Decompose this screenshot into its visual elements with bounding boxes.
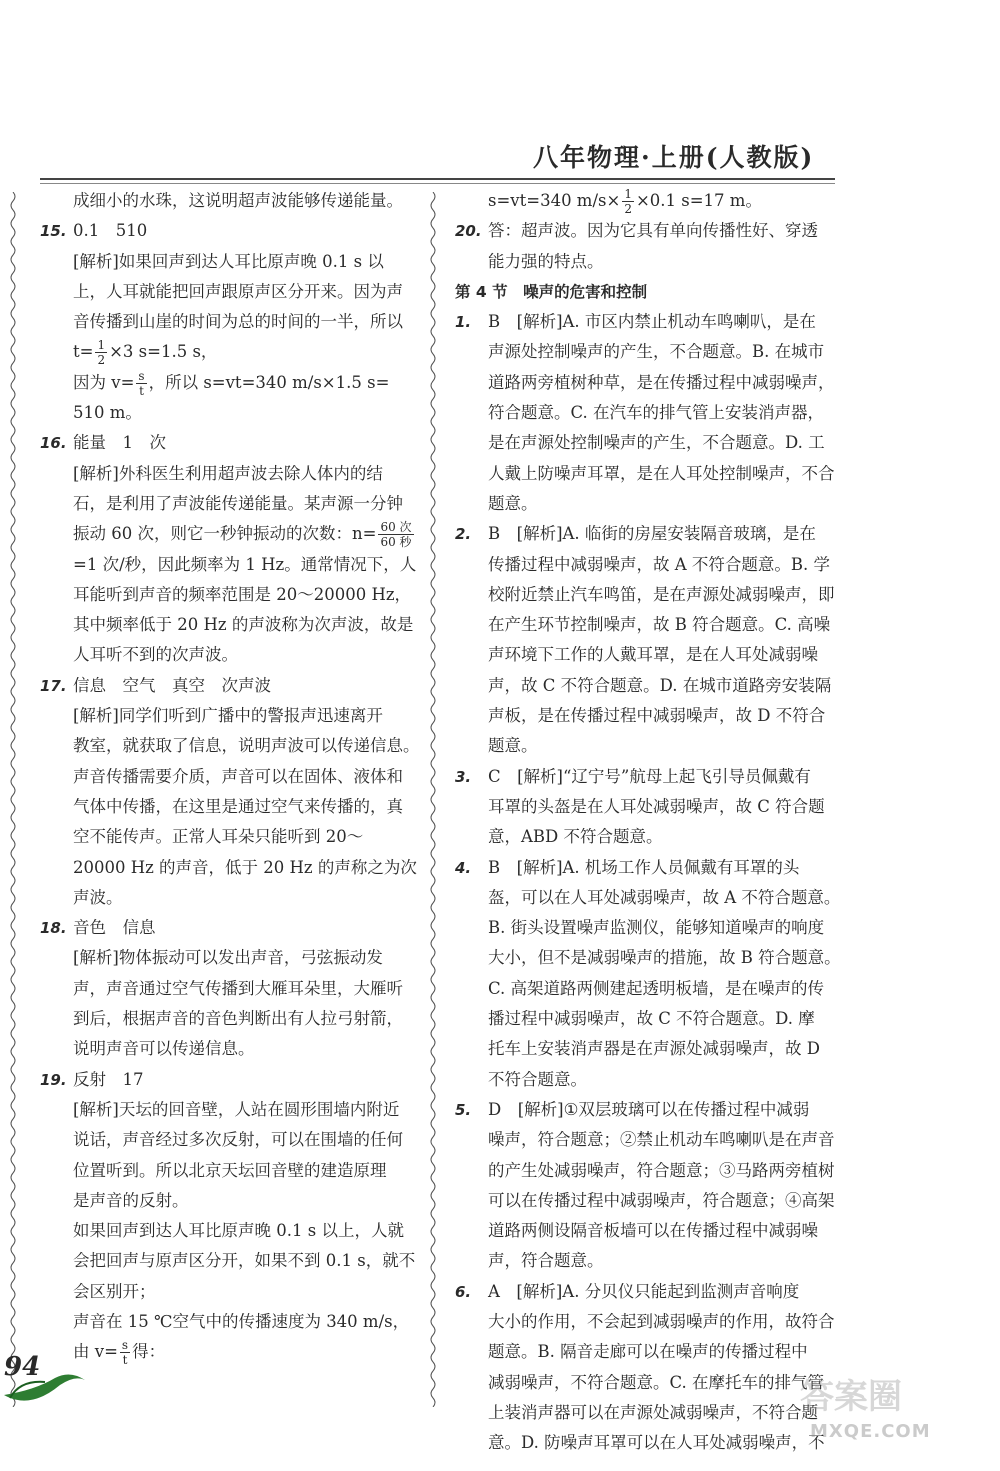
text-line: 传播过程中减弱噪声，故 A 不符合题意。B. 学	[488, 554, 831, 574]
formula-suffix: ，所以 s=vt=340 m/s×1.5 s=	[148, 372, 390, 392]
text-line: 20000 Hz 的声音，低于 20 Hz 的声称之为次	[73, 857, 417, 877]
text-line: 托车上安装消声器是在声源处减弱噪声，故 D	[488, 1039, 820, 1059]
text-line: 声波。	[73, 887, 123, 907]
header-rule	[40, 178, 835, 180]
answer-text: 答：超声波。因为它具有单向传播性好、穿透	[488, 221, 818, 241]
question-line	[40, 913, 400, 943]
answer-text: C [解析]“辽宁号”航母上起飞引导员佩戴有	[488, 766, 811, 786]
question-number: 17.	[40, 676, 67, 695]
text-line: 声板，是在传播过程中减弱噪声，故 D 不符合	[488, 706, 826, 726]
text-line: 声音在 15 ℃空气中的传播速度为 340 m/s，	[73, 1311, 410, 1331]
answer-text: 反射 17	[73, 1069, 144, 1089]
question-line	[455, 1095, 835, 1125]
answer-text: B [解析]A. 临街的房屋安装隔音玻璃，是在	[488, 524, 816, 544]
text-line: 位置听到。所以北京天坛回音壁的建造原理	[73, 1160, 387, 1180]
answer-text: B [解析]A. 市区内禁止机动车鸣喇叭，是在	[488, 312, 816, 332]
text-line: 意。D. 防噪声耳罩可以在人耳处减弱噪声，不	[488, 1433, 825, 1453]
question-number: 6.	[455, 1282, 472, 1301]
text-line: B. 街头设置噪声监测仪，能够知道噪声的响度	[488, 918, 825, 938]
text-line: 会区别开；	[73, 1281, 156, 1301]
question-line	[455, 762, 835, 792]
formula-line	[40, 519, 412, 550]
fraction	[120, 1338, 130, 1367]
center-wavy-divider	[428, 192, 438, 1407]
text-line: 成细小的水珠，这说明超声波能够传递能量。	[73, 191, 403, 210]
question-number: 15.	[40, 222, 67, 241]
text-line: [解析]外科医生利用超声波去除人体内的结	[73, 463, 383, 483]
question-number: 1.	[455, 313, 472, 332]
fraction-denominator: 2	[624, 202, 632, 216]
answer-text: 音色 信息	[73, 918, 156, 938]
fraction-numerator: s	[138, 368, 145, 383]
text-line: 道路两旁植树种草，是在传播过程中减弱噪声，	[488, 372, 835, 392]
fraction	[95, 338, 107, 367]
text-line: 大小，但不是减弱噪声的措施，故 B 符合题意。	[488, 948, 841, 968]
fraction-numerator: 1	[624, 187, 632, 201]
page-number: 94	[4, 1352, 41, 1382]
text-line: 声，故 C 不符合题意。D. 在城市道路旁安装隔	[488, 675, 832, 695]
header-rule-thin	[40, 183, 835, 184]
question-line	[40, 216, 400, 246]
text-line: 播过程中减弱噪声，故 C 不符合题意。D. 摩	[488, 1009, 815, 1029]
text-line: 大小的作用，不会起到减弱噪声的作用，故符合	[488, 1311, 835, 1331]
formula-suffix: ×3 s=1.5 s，	[109, 342, 218, 362]
text-line: 空不能传声。正常人耳朵只能听到 20～	[73, 827, 364, 847]
formula-prefix: 因为 v=	[73, 372, 135, 392]
question-number: 20.	[455, 222, 482, 241]
text-line: 510 m。	[73, 403, 142, 423]
text-line: 会把回声与原声区分开，如果不到 0.1 s，就不	[73, 1251, 416, 1271]
text-line: 能力强的特点。	[488, 251, 604, 271]
text-line: 石，是利用了声波能传递能量。某声源一分钟	[73, 493, 403, 513]
text-line: 意，ABD 不符合题意。	[488, 827, 663, 847]
fraction-denominator: 2	[97, 353, 106, 368]
text-line: 符合题意。C. 在汽车的排气管上安装消声器，	[488, 403, 825, 423]
text-line: 题意。	[488, 736, 538, 756]
question-line	[40, 1065, 400, 1095]
fraction-denominator: 60 秒	[380, 535, 412, 550]
formula-line	[40, 368, 400, 398]
text-line: 可以在传播过程中减弱噪声，符合题意；④高架	[488, 1190, 835, 1210]
question-number: 19.	[40, 1070, 67, 1089]
text-line: 说话，声音经过多次反射，可以在围墙的任何	[73, 1130, 403, 1150]
answer-text: 信息 空气 真空 次声波	[73, 675, 271, 695]
question-line	[455, 1277, 835, 1307]
fraction-numerator: s	[121, 1338, 129, 1353]
watermark-text: 答案圈	[800, 1377, 902, 1417]
question-line	[455, 216, 835, 246]
question-line	[40, 428, 400, 458]
fraction	[622, 187, 634, 216]
left-column	[40, 186, 420, 1368]
text-line: 到后，根据声音的音色判断出有人拉弓射箭，	[73, 1009, 403, 1029]
answer-text: 0.1 510	[73, 221, 148, 241]
watermark	[800, 1369, 970, 1459]
text-line: 教室，就获取了信息，说明声波可以传递信息。	[73, 736, 420, 756]
text-line: 不符合题意。	[488, 1069, 587, 1089]
text-line: 声音传播需要介质，声音可以在固体、液体和	[73, 766, 403, 786]
text-line: 在产生环节控制噪声，故 B 符合题意。C. 高噪	[488, 615, 831, 635]
text-line: 耳罩的头盔是在人耳处减弱噪声，故 C 符合题	[488, 796, 825, 816]
answer-text: D [解析]①双层玻璃可以在传播过程中减弱	[488, 1099, 810, 1119]
answer-text: A [解析]A. 分贝仪只能起到监测声音响度	[488, 1281, 800, 1301]
fraction-denominator: t	[122, 1353, 128, 1368]
watermark-url: MXQE.COM	[810, 1421, 931, 1442]
formula-suffix: ×0.1 s=17 m。	[635, 191, 762, 210]
text-line: 的产生处减弱噪声，符合题意；③马路两旁植树	[488, 1160, 835, 1180]
formula-prefix: t=	[73, 342, 94, 362]
text-line: 人戴上防噪声耳罩，是在人耳处控制噪声，不合	[488, 463, 835, 483]
section-title: 第 4 节 噪声的危害和控制	[455, 282, 648, 301]
right-column	[455, 186, 841, 1458]
formula-line	[455, 186, 835, 216]
text-line: 盔，可以在人耳处减弱噪声，故 A 不符合题意。	[488, 887, 841, 907]
text-line: 减弱噪声，不符合题意。C. 在摩托车的排气管	[488, 1372, 825, 1392]
text-line: [解析]天坛的回音壁，人站在圆形围墙内附近	[73, 1099, 400, 1119]
text-line: 音传播到山崖的时间为总的时间的一半，所以	[73, 312, 403, 332]
text-line: 声，声音通过空气传播到大雁耳朵里，大雁听	[73, 978, 403, 998]
fraction-numerator: 1	[97, 338, 106, 353]
text-line: 声环境下工作的人戴耳罩，是在人耳处减弱噪	[488, 645, 818, 665]
text-line: [解析]物体振动可以发出声音，弓弦振动发	[73, 948, 383, 968]
fraction	[136, 369, 146, 398]
fraction-denominator: t	[139, 383, 144, 398]
text-line: [解析]同学们听到广播中的警报声迅速离开	[73, 706, 383, 726]
formula-prefix: 振动 60 次，则它一秒钟振动的次数：n=	[73, 524, 377, 544]
formula-suffix: 得：	[132, 1342, 166, 1362]
text-line: 如果回声到达人耳比原声晚 0.1 s 以上，人就	[73, 1221, 404, 1241]
text-line: 耳能听到声音的频率范围是 20～20000 Hz，	[73, 584, 412, 604]
text-line: 人耳听不到的次声波。	[73, 645, 238, 665]
text-line: 题意。B. 隔音走廊可以在噪声的传播过程中	[488, 1342, 808, 1362]
text-line: 其中频率低于 20 Hz 的声波称为次声波，故是	[73, 615, 414, 635]
question-line	[40, 671, 400, 701]
text-line: 上装消声器可以在声源处减弱噪声，不符合题	[488, 1402, 818, 1422]
text-line: [解析]如果回声到达人耳比原声晚 0.1 s 以	[73, 251, 384, 271]
question-line	[455, 519, 835, 549]
text-line: =1 次/秒，因此频率为 1 Hz。通常情况下，人	[73, 554, 417, 574]
answer-text: 能量 1 次	[73, 433, 166, 453]
text-line: C. 高架道路两侧建起透明板墙，是在噪声的传	[488, 978, 825, 998]
question-line	[455, 307, 835, 337]
question-number: 18.	[40, 919, 67, 938]
text-line: 校附近禁止汽车鸣笛，是在声源处减弱噪声，即	[488, 584, 835, 604]
text-line: 声，符合题意。	[488, 1251, 604, 1271]
answer-text: B [解析]A. 机场工作人员佩戴有耳罩的头	[488, 857, 800, 877]
question-number: 2.	[455, 525, 472, 544]
text-line: 声源处控制噪声的产生，不合题意。B. 在城市	[488, 342, 825, 362]
question-number: 5.	[455, 1100, 472, 1119]
question-number: 3.	[455, 767, 472, 786]
page-header-title: 八年物理·上册(人教版)	[533, 143, 815, 172]
formula-prefix: 由 v=	[73, 1342, 118, 1362]
text-line: 道路两侧设隔音板墙可以在传播过程中减弱噪	[488, 1221, 818, 1241]
question-number: 4.	[455, 858, 472, 877]
text-line: 噪声，符合题意；②禁止机动车鸣喇叭是在声音	[488, 1130, 835, 1150]
fraction	[378, 520, 413, 549]
text-line: 是在声源处控制噪声的产生，不合题意。D. 工	[488, 433, 825, 453]
text-line: 上，人耳就能把回声跟原声区分开来。因为声	[73, 281, 403, 301]
text-line: 题意。	[488, 493, 538, 513]
text-line: 是声音的反射。	[73, 1190, 189, 1210]
question-line	[455, 853, 835, 883]
text-line: 说明声音可以传递信息。	[73, 1039, 255, 1059]
question-number: 16.	[40, 434, 67, 453]
formula-prefix: s=vt=340 m/s×	[488, 191, 621, 210]
formula-line	[40, 337, 400, 367]
formula-line	[40, 1337, 400, 1367]
fraction-numerator: 60 次	[380, 520, 412, 535]
text-line: 气体中传播，在这里是通过空气来传播的，真	[73, 796, 403, 816]
left-wavy-border	[8, 192, 18, 1407]
